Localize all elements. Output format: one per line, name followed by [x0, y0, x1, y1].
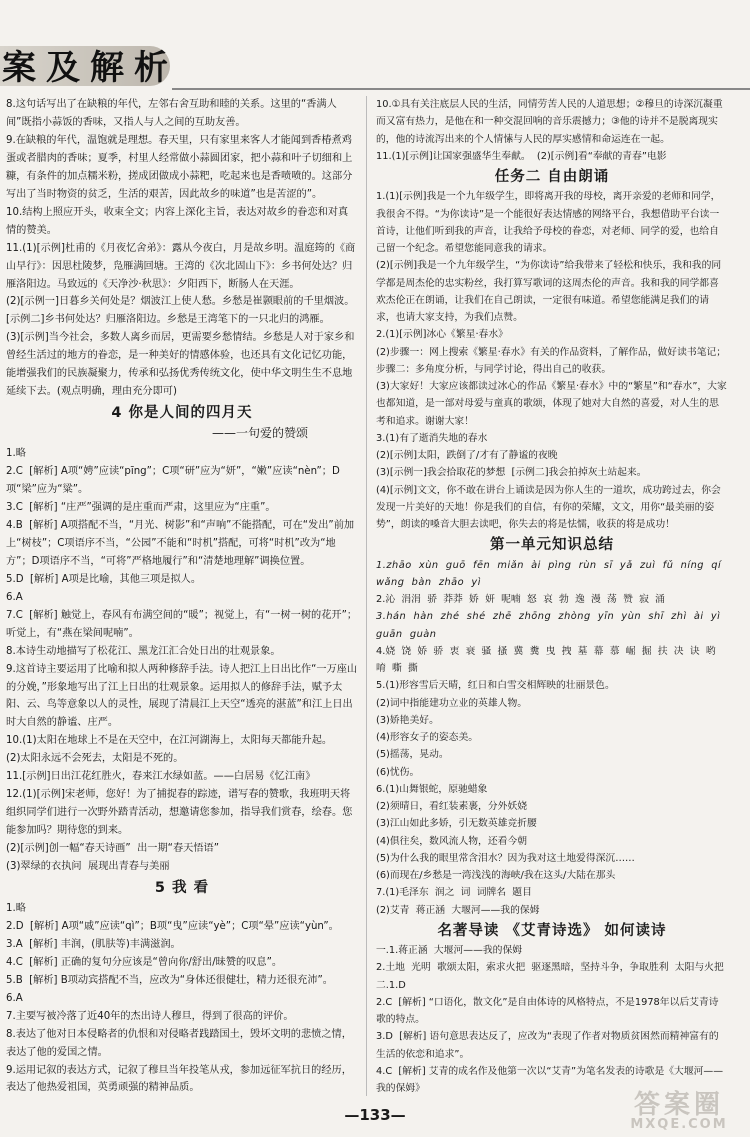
answer-item: 2.沁 涓涓 骄 莽莽 娇 妍 呢喃 怒 哀 勃 逸 漫 荡 赞 寂 涌 — [376, 594, 665, 605]
answer-item: (3)[示例一]我会拾取花的梦想 [示例二]我会拍掉灰土站起来。 — [376, 467, 647, 479]
answer-item: 9.在缺粮的年代，温饱就是理想。春天里，只有家里来客人才能闻到香椿煮鸡蛋或者腊肉的香味；夏季，村里人经常做小蒜圆团家，把小蒜和叶子切细和上糠，有条件的加点糯米粉，搓成团做成小蒜粑，吃起来也是香喷喷的。这部分写出了当时物资的贫乏，生活的艰苦，因此故乡的味道”也是苦涩的”。 — [6, 134, 353, 200]
answer-item: 8.这句话写出了在缺粮的年代，左邻右舍互助和睦的关系。这里的“香满人间”既指小蒜饭的香味，又指人与人之间的互助友善。 — [6, 99, 337, 128]
answer-item: 2.土地 光明 歌颂太阳，索求火把 驱逐黑暗，坚持斗争，争取胜利 太阳与火把 — [376, 962, 724, 974]
answer-item: 11.(1)[示例]让国家强盛华生奉献。 (2)[示例]看“奉献的青春”电影 — [376, 150, 667, 162]
answer-item: (2)[示例一]日暮乡关何处是？烟波江上使人愁。乡愁是崔颢眼前的千里烟波。[示例二]乡书何处达？归雁洛阳边。乡愁是王湾笔下的一只北归的鸿雁。 — [6, 296, 355, 326]
answer-item: 2.(1)[示例]冰心《繁星·春水》 — [376, 329, 508, 341]
answer-item: (3)[示例]当今社会，多数人离乡而居，更需要乡愁情结。乡愁是人对于家乡和曾经生活过的地方的眷恋，是一种美好的情感体验，也还具有文化记忆功能，能增强我们的民族凝聚力，传承和弘扬优秀传统文化，使中华文明生生不息地延续下去。(观点明确，理由充分即可) — [6, 332, 355, 398]
answer-item: (6)而现在/乡愁是一湾浅浅的海峡/我在这头/大陆在那头 — [376, 870, 616, 881]
answer-item: 1.zhāo xùn guō fēn miǎn ài pìng rùn sī yǎ zuì fǔ níng qí wǎng bàn zhāo yì — [376, 559, 729, 588]
answer-item: (5)摇荡，晃动。 — [376, 749, 449, 761]
answer-item: (3)翠绿的衣执问 展现出青春与美丽 — [6, 861, 170, 873]
answer-item: (3)江山如此多娇，引无数英雄竞折腰 — [376, 818, 537, 830]
answer-item: 3.C [解析] “庄严”强调的是庄重而严肃，这里应为“庄重”。 — [6, 501, 276, 513]
answer-item: 3.(1)有了逝消失地的春水 — [376, 432, 488, 444]
answer-item: 4.娆 饶 娇 骄 衷 衰 骚 搔 冀 糞 曳 拽 墓 幕 慕 崛 掘 扶 决 诀 哟 唷 嘶 撕 — [376, 645, 722, 674]
answer-item: (4)形容女子的姿态美。 — [376, 732, 479, 743]
answer-item: (3)娇艳美好。 — [376, 714, 439, 726]
answer-item: 4.C [解析] 艾青的成名作及他第一次以“艾青”为笔名发表的诗歌是《大堰河——我的保姆》 — [376, 1065, 724, 1094]
header-rule — [172, 88, 750, 90]
answer-item: 10.结构上照应开头，收束全文；内容上深化主旨，表达对故乡的眷恋和对真情的赞美。 — [6, 206, 349, 236]
answer-item: (6)忧伤。 — [376, 766, 420, 778]
answer-item: (2)太阳永远不会死去，太阳是不死的。 — [6, 753, 184, 765]
answer-item: (2)[示例]太阳，跌倒了/才有了静谧的夜晚 — [376, 450, 558, 461]
section-heading: 4 你是人间的四月天 — [111, 405, 253, 422]
answer-item: 4.C [解析] 正确的复句分应该是“曾向你/舒出/昧赞的叹息”。 — [6, 956, 283, 968]
section-subtitle: ——一句爱的赞颂 — [211, 426, 308, 441]
answer-item: 1.略 — [6, 902, 26, 914]
answer-item: 二.1.D — [376, 979, 406, 991]
answer-item: 6.A — [6, 591, 23, 603]
answer-item: 9.运用记叙的表达方式，记叙了穆旦当年投笔从戎，参加远征军抗日的经历，表达了他热爱祖国，英勇顽强的精神品质。 — [6, 1064, 352, 1094]
page-number: —133— — [344, 1106, 406, 1124]
answer-item: 2.C [解析] A项“娉”应读“pīng”；C项“研”应为“妍”，“嫩”应读“nèn”；D项“梁”应为“粱”。 — [6, 466, 340, 496]
answer-item: (2)艾青 蒋正涵 大堰河——我的保姆 — [376, 904, 540, 916]
section-heading: 任务二 自由朗诵 — [494, 169, 610, 185]
answer-item: 9.这首诗主要运用了比喻和拟人两种修辞手法。诗人把江上日出比作“一万座山的分娩，”形象地写出了江上日出的壮观景象。运用拟人的修辞手法，赋予太阳、云、鸟等意象以人的灵性，展现了清晨江上天空“透亮的湛蓝”和江上日出时大自然的静谧、庄严。 — [6, 663, 358, 729]
answer-item: (3)大家好！大家应该都读过冰心的作品《繁星·春水》中的“繁星”和“春水”，大家也都知道，是一部对母爱与童真的歌颂，体现了她对大自然的喜爱，对人生的思考和追求。谢谢大家！ — [376, 381, 727, 427]
answer-item: 12.(1)[示例]宋老师，您好！为了捕捉春的踪迹，谱写春的赞歌，我班明天将组织同学们进行一次野外踏青活动，想邀请您参加，指导我们赏春，绘春。您能参加吗？期待您的到来。 — [6, 789, 353, 837]
answer-item: (2)[示例]我是一个九年级学生，“为你读诗”给我带来了轻松和快乐，我和我的同学都是周杰伦的忠实粉丝，我打算写歌词的这周杰伦的声音。我和我的同学都喜欢杰伦正在朗诵，让我们在自己朗读，一定很有味道。希望您能满足我们的请求，也请大家支持，为我们点赞。 — [376, 260, 722, 323]
answer-item: 11.(1)[示例]杜甫的《月夜忆舍弟》：露从今夜白，月是故乡明。温庭筠的《商山早行》：因思杜陵梦，凫雁满回塘。王湾的《次北固山下》：乡书何处达？归雁洛阳边。马致远的《天净沙·秋思》：夕阳西下，断肠人在天涯。 — [6, 242, 356, 290]
watermark-logo: 答案圈 MXQE.COM — [630, 1090, 728, 1132]
answer-item: 3.D [解析] 语句意思表达反了，应改为“表现了作者对物质贫困然而精神富有的生活的依恋和追求”。 — [376, 1031, 719, 1060]
answer-item: 2.C [解析] “口语化，散文化”是自由体诗的风格特点，不是1978年以后艾青诗歌的特点。 — [376, 996, 719, 1025]
answer-item: 6.A — [6, 992, 23, 1004]
answer-item: 5.D [解析] A项是比喻，其他三项是拟人。 — [6, 573, 202, 585]
header-title: 案及解析 — [2, 48, 178, 88]
right-column — [376, 96, 728, 1097]
answer-item: 10.(1)太阳在地球上不是在天空中，在江河湖海上，太阳每天都能升起。 — [6, 735, 333, 747]
answer-item: 2.D [解析] A项“戚”应读“qì”；B项“曳”应读“yè”；C项“晕”应读“yùn”。 — [6, 920, 339, 932]
answer-item: (5)为什么我的眼里常含泪水？因为我对这土地爱得深沉…… — [376, 852, 635, 864]
answer-item: 1.(1)[示例]我是一个九年级学生，即将离开我的母校，离开亲爱的老师和同学，我很舍不得。“为你读诗”是一个能很好表达情感的网络平台，我想借助平台读一首诗，让他们听到我的声音，让我给予母校的眷恋，对老师、同学的爱，也给自己留一个纪念。希望您能同意我的请求。 — [376, 191, 721, 254]
answer-item: (4)[示例]文文，你不敢在讲台上诵读是因为你人生的一道坎，成功跨过去，你会发现一片美好的天地！你是我们的自信，有你的荣耀，文文，用你“最美丽的姿势”，朗读的嗓音大胆去读吧，你失去的将是怯懦，收获的将是成功！ — [376, 484, 721, 530]
answer-item: 8.本诗生动地描写了松花江、黑龙江汇合处日出的壮观景象。 — [6, 645, 281, 657]
answer-item: (2)须晴日，看红装素裹，分外妖娆 — [376, 801, 528, 812]
answer-item: 3.hán hàn zhé shé zhē zhōng zhòng yīn yùn shī zhì ài yì guān guàn — [376, 611, 728, 640]
answer-item: 6.(1)山舞银蛇，原驰蜡象 — [376, 783, 488, 795]
column-divider — [366, 96, 367, 1096]
answer-item: 8.表达了他对日本侵略者的仇恨和对侵略者践踏国土，毁坏文明的悲愤之情，表达了他的爱国之情。 — [6, 1028, 352, 1058]
answer-item: 5.(1)形容雪后天晴，红日和白雪交相辉映的壮丽景色。 — [376, 680, 615, 692]
answer-item: 4.B [解析] A项搭配不当，“月光、树影”和“声响”不能搭配，可在“发出”前加上“树枝”；C项语序不当，“公园”不能和“时机”搭配，可将“时机”改为“地方”；D项语序不当，“可将”严格地履行”和“清楚地理解”调换位置。 — [6, 519, 355, 567]
answer-item: (4)俱往矣，数风流人物，还看今朝 — [376, 835, 528, 847]
answer-item: 一.1.蒋正涵 大堰河——我的保姆 — [376, 945, 523, 956]
answer-item: 3.A [解析] 丰润，(肌肤等)丰满滋润。 — [6, 938, 181, 950]
answer-item: (2)[示例]创一幅“春天诗画” 出一期“春天悟语” — [6, 843, 219, 855]
page-header — [0, 36, 750, 92]
answer-item: (2)步骤一：网上搜索《繁星·春水》有关的作品资料，了解作品，做好读书笔记；步骤二：多角度分析，与同学讨论，得出自己的收获。 — [376, 346, 727, 375]
answer-item: 7.主要写被冷落了近40年的杰出诗人穆旦，得到了很高的评价。 — [6, 1010, 294, 1022]
answer-item: 10.①具有关注底层人民的生活，同情劳苦人民的人道思想；②穆旦的诗深沉凝重而又富有热力，是他在和一种交混回响的音乐震撼力；③他的诗并不是脱离现实的，他的诗流泻出来的个人情愫与人民的厚实感情和命运连在一起。 — [376, 99, 723, 145]
section-heading: 第一单元知识总结 — [490, 537, 614, 554]
answer-item: 1.略 — [6, 448, 26, 460]
answer-item: 11.[示例]日出江花红胜火，春来江水绿如蓝。——白居易《忆江南》 — [6, 771, 316, 783]
section-heading: 5 我 看 — [154, 879, 210, 896]
section-heading: 名著导读 《艾青诗选》 如何读诗 — [437, 922, 667, 939]
answer-item: 5.B [解析] B项动宾搭配不当，应改为“身体还很健壮，精力还很充沛”。 — [6, 974, 333, 986]
left-column — [6, 96, 358, 1097]
answer-item: 7.(1)毛泽东 润之 词 词牌名 题目 — [376, 887, 532, 899]
answer-item: 7.C [解析] 触觉上，春风有布满空间的“暖”；视觉上，有“一树一树的花开”；听觉上，有“燕在梁间呢喃”。 — [6, 609, 358, 639]
answer-item: (2)词中指能建功立业的英雄人物。 — [376, 697, 528, 709]
